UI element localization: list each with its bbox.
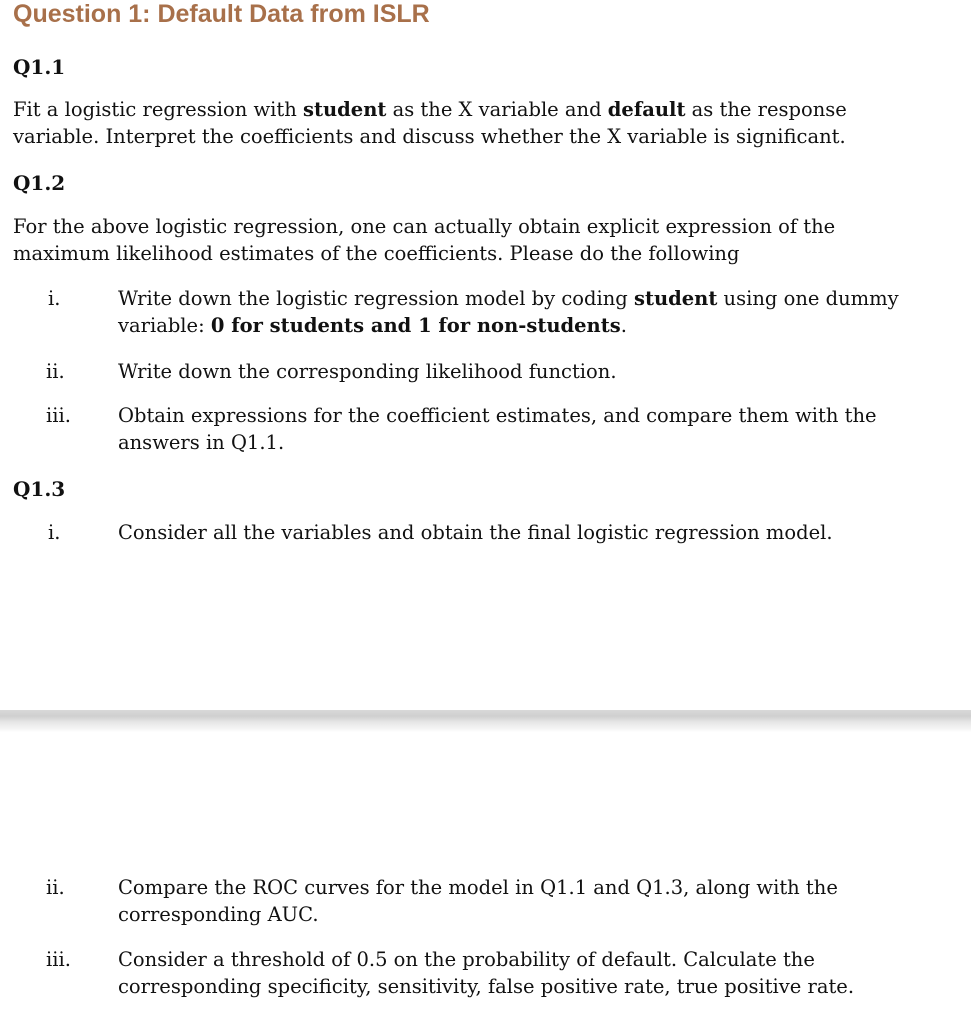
q1-3-heading: Q1.3 xyxy=(13,477,66,501)
q1-2-text-line2: maximum likelihood estimates of the coefficients. Please do the following xyxy=(13,242,740,265)
q1-2-item-i-line2: variable: 0 for students and 1 for non-students. xyxy=(118,314,627,337)
q1-2-heading: Q1.2 xyxy=(13,171,66,195)
list-number: ii. xyxy=(46,876,65,899)
page-break-divider xyxy=(0,710,971,732)
q1-1-text-line1: Fit a logistic regression with student as the X variable and default as the response xyxy=(13,98,847,121)
q1-1-heading: Q1.1 xyxy=(13,55,66,79)
q1-2-item-i-line1: Write down the logistic regression model by coding student using one dummy xyxy=(118,287,899,310)
list-number: i. xyxy=(48,287,61,310)
list-number: i. xyxy=(48,521,61,544)
q1-3-item-ii-line2: corresponding AUC. xyxy=(118,903,319,926)
list-number: iii. xyxy=(46,404,71,427)
q1-3-item-i-line1: Consider all the variables and obtain the final logistic regression model. xyxy=(118,521,833,544)
list-number: iii. xyxy=(46,948,71,971)
q1-2-item-iii-line1: Obtain expressions for the coefficient estimates, and compare them with the xyxy=(118,404,877,427)
q1-2-item-ii-line1: Write down the corresponding likelihood function. xyxy=(118,360,617,383)
q1-3-item-iii-line1: Consider a threshold of 0.5 on the probability of default. Calculate the xyxy=(118,948,815,971)
page-title: Question 1: Default Data from ISLR xyxy=(13,0,430,28)
q1-3-item-ii-line1: Compare the ROC curves for the model in Q1.1 and Q1.3, along with the xyxy=(118,876,838,899)
q1-1-text-line2: variable. Interpret the coefficients and discuss whether the X variable is significant. xyxy=(13,125,846,148)
q1-3-item-iii-line2: corresponding specificity, sensitivity, false positive rate, true positive rate. xyxy=(118,975,855,998)
q1-2-item-iii-line2: answers in Q1.1. xyxy=(118,431,285,454)
list-number: ii. xyxy=(46,360,65,383)
q1-2-text-line1: For the above logistic regression, one can actually obtain explicit expression of the xyxy=(13,215,836,238)
